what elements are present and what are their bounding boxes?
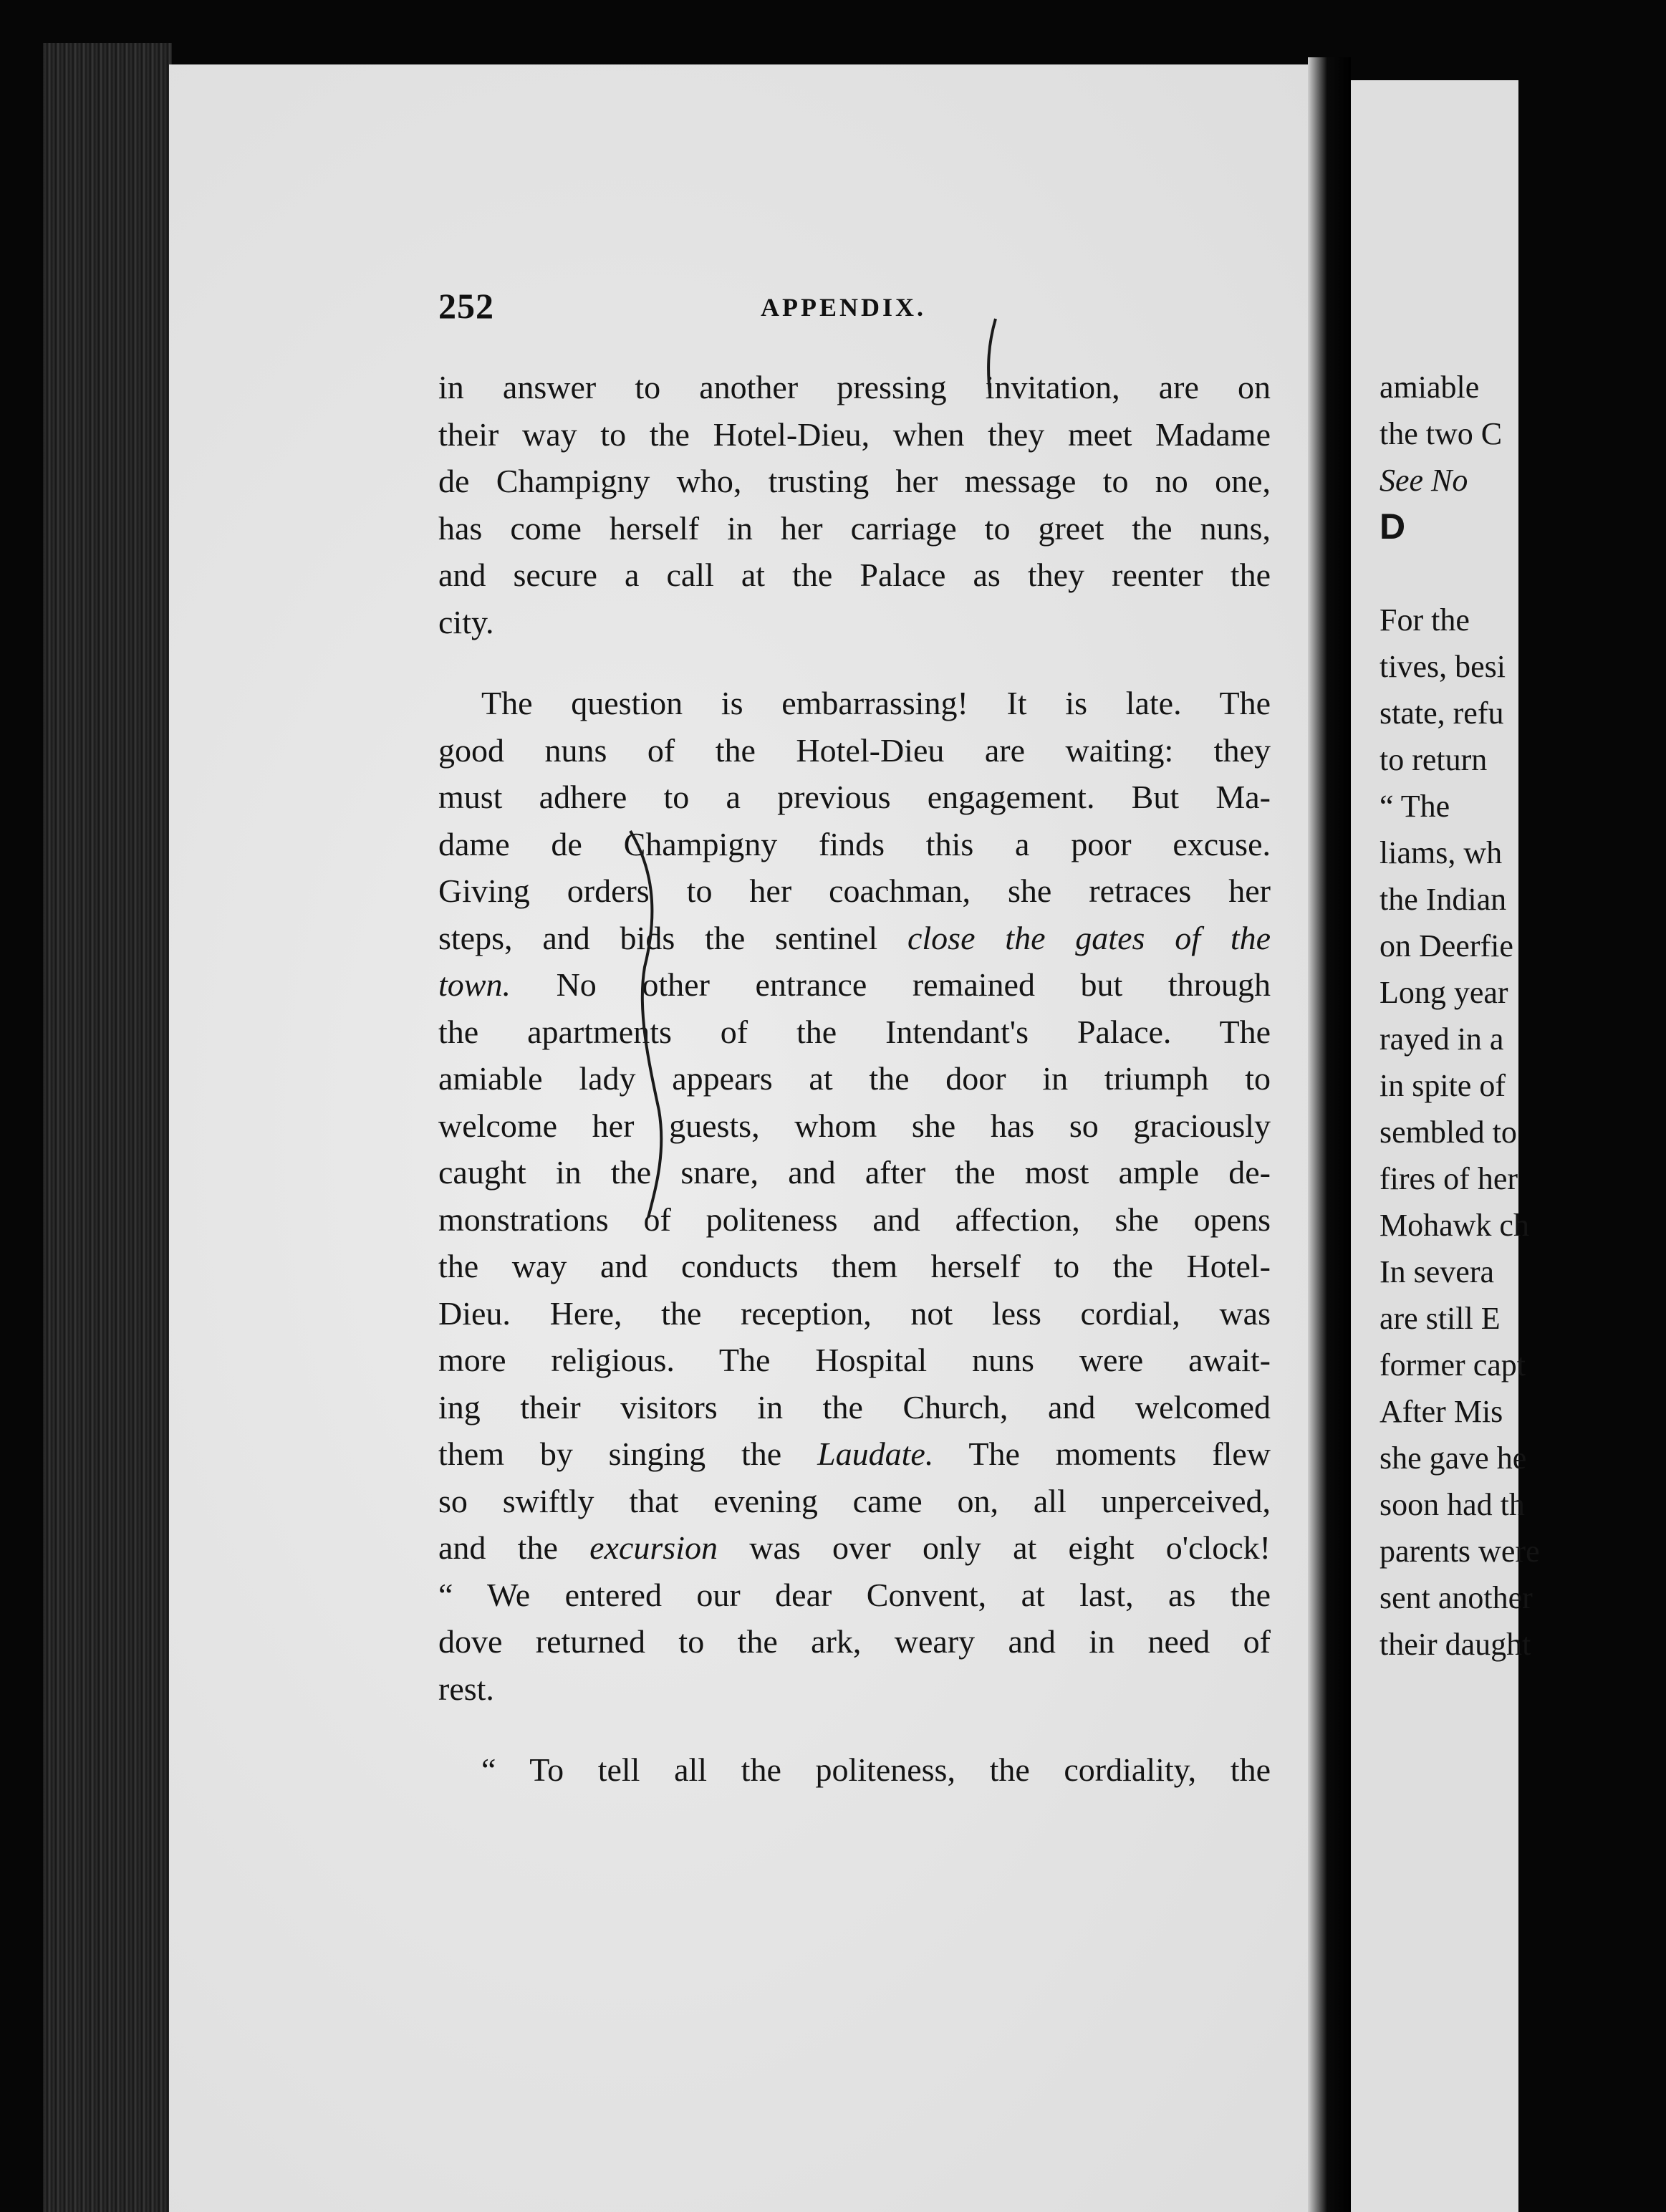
right-heading: D	[1379, 506, 1406, 547]
text-line	[438, 961, 1271, 1009]
text-line: “ To tell all the politeness, the cordiality, the	[481, 1751, 1271, 1788]
text-line: in answer to another pressing invitation, are on	[438, 369, 1271, 405]
right-line: sent another	[1379, 1580, 1533, 1615]
right-line: After Mis	[1379, 1394, 1503, 1429]
right-line: In severa	[1379, 1254, 1495, 1289]
right-line: she gave he	[1379, 1441, 1527, 1476]
text-line: the apartments of the Intendant's Palace. The	[438, 1013, 1271, 1050]
right-line: in spite of	[1379, 1068, 1506, 1103]
text-fragment: them by singing the	[438, 1436, 782, 1472]
right-line: Mohawk ch	[1379, 1208, 1529, 1243]
right-line: their daught	[1379, 1627, 1531, 1662]
book-page-edges	[43, 43, 172, 2212]
text-fragment: No other entrance remained but through	[556, 966, 1271, 1003]
text-line: their way to the Hotel-Dieu, when they meet Madame	[438, 415, 1271, 453]
text-line: monstrations of politeness and affection, she opens	[438, 1201, 1271, 1238]
text-line: The question is embarrassing! It is late. The	[481, 685, 1271, 721]
right-line: are still E	[1379, 1301, 1501, 1336]
text-line: must adhere to a previous engagement. But Ma-	[438, 779, 1271, 815]
right-line: parents were	[1379, 1534, 1540, 1569]
text-line: so swiftly that evening came on, all unperceived,	[438, 1482, 1271, 1519]
text-line: more religious. The Hospital nuns were await-	[438, 1342, 1271, 1378]
text-line: “ We entered our dear Convent, at last, as the	[438, 1576, 1271, 1613]
text-line: the way and conducts them herself to the Hotel-	[438, 1248, 1271, 1284]
text-line: dame de Champigny finds this a poor excuse.	[438, 825, 1271, 862]
text-line: has come herself in her carriage to greet the nuns,	[438, 509, 1271, 547]
text-line: city.	[438, 603, 494, 640]
text-line: Dieu. Here, the reception, not less cordial, was	[438, 1294, 1271, 1332]
right-line: rayed in a	[1379, 1021, 1504, 1057]
text-fragment: and the	[438, 1529, 558, 1566]
text-fragment: The moments flew	[968, 1436, 1271, 1472]
text-line: amiable lady appears at the door in triumph to	[438, 1060, 1271, 1097]
page-header	[438, 285, 1269, 328]
book-gutter	[1308, 57, 1351, 2212]
italic-text: excursion	[589, 1529, 718, 1566]
text-line: good nuns of the Hotel-Dieu are waiting: they	[438, 731, 1271, 769]
right-line: to return	[1379, 742, 1488, 777]
text-line: welcome her guests, whom she has so graciously	[438, 1107, 1271, 1144]
right-page	[1351, 80, 1540, 2212]
text-line	[438, 1524, 1271, 1572]
text-line	[438, 1430, 1271, 1478]
text-line: Giving orders to her coachman, she retraces her	[438, 872, 1271, 909]
text-fragment: was over only at eight o'clock!	[749, 1529, 1271, 1566]
right-line: on Deerfie	[1379, 928, 1513, 963]
right-line: liams, wh	[1379, 835, 1503, 870]
pencil-mark-icon	[616, 824, 680, 1225]
text-fragment: steps, and bids the sentinel	[438, 919, 878, 956]
right-line: Long year	[1379, 975, 1508, 1010]
right-line: sembled to	[1379, 1115, 1517, 1150]
right-line	[1379, 550, 1666, 597]
right-line: amiable	[1379, 370, 1480, 405]
right-line: soon had th	[1379, 1487, 1525, 1522]
right-line: the two C	[1379, 416, 1503, 451]
page-number: 252	[438, 286, 494, 326]
right-line: For the	[1379, 602, 1470, 638]
pencil-mark-icon	[974, 315, 1003, 401]
italic-text: town.	[438, 966, 511, 1003]
body-text	[438, 364, 1271, 1794]
text-line	[438, 915, 1271, 962]
right-line: tives, besi	[1379, 649, 1506, 684]
text-line: and secure a call at the Palace as they reenter the	[438, 557, 1271, 593]
right-line: former capt	[1379, 1347, 1526, 1382]
right-line: state, refu	[1379, 696, 1504, 731]
right-page-text	[1379, 364, 1666, 1668]
right-line: See No	[1379, 463, 1468, 498]
right-line: the Indian	[1379, 882, 1507, 917]
text-line: dove returned to the ark, weary and in need of	[438, 1623, 1271, 1660]
text-line: de Champigny who, trusting her message to no one,	[438, 463, 1271, 499]
text-line: rest.	[438, 1670, 494, 1707]
right-line: fires of her	[1379, 1161, 1518, 1196]
text-line: caught in the snare, and after the most ample de-	[438, 1154, 1271, 1191]
text-line: ing their visitors in the Church, and welcomed	[438, 1388, 1271, 1425]
italic-text: Laudate.	[817, 1436, 934, 1472]
italic-text: close the gates of the	[907, 919, 1271, 956]
right-line: “ The	[1379, 789, 1450, 824]
running-head: APPENDIX.	[761, 293, 926, 322]
